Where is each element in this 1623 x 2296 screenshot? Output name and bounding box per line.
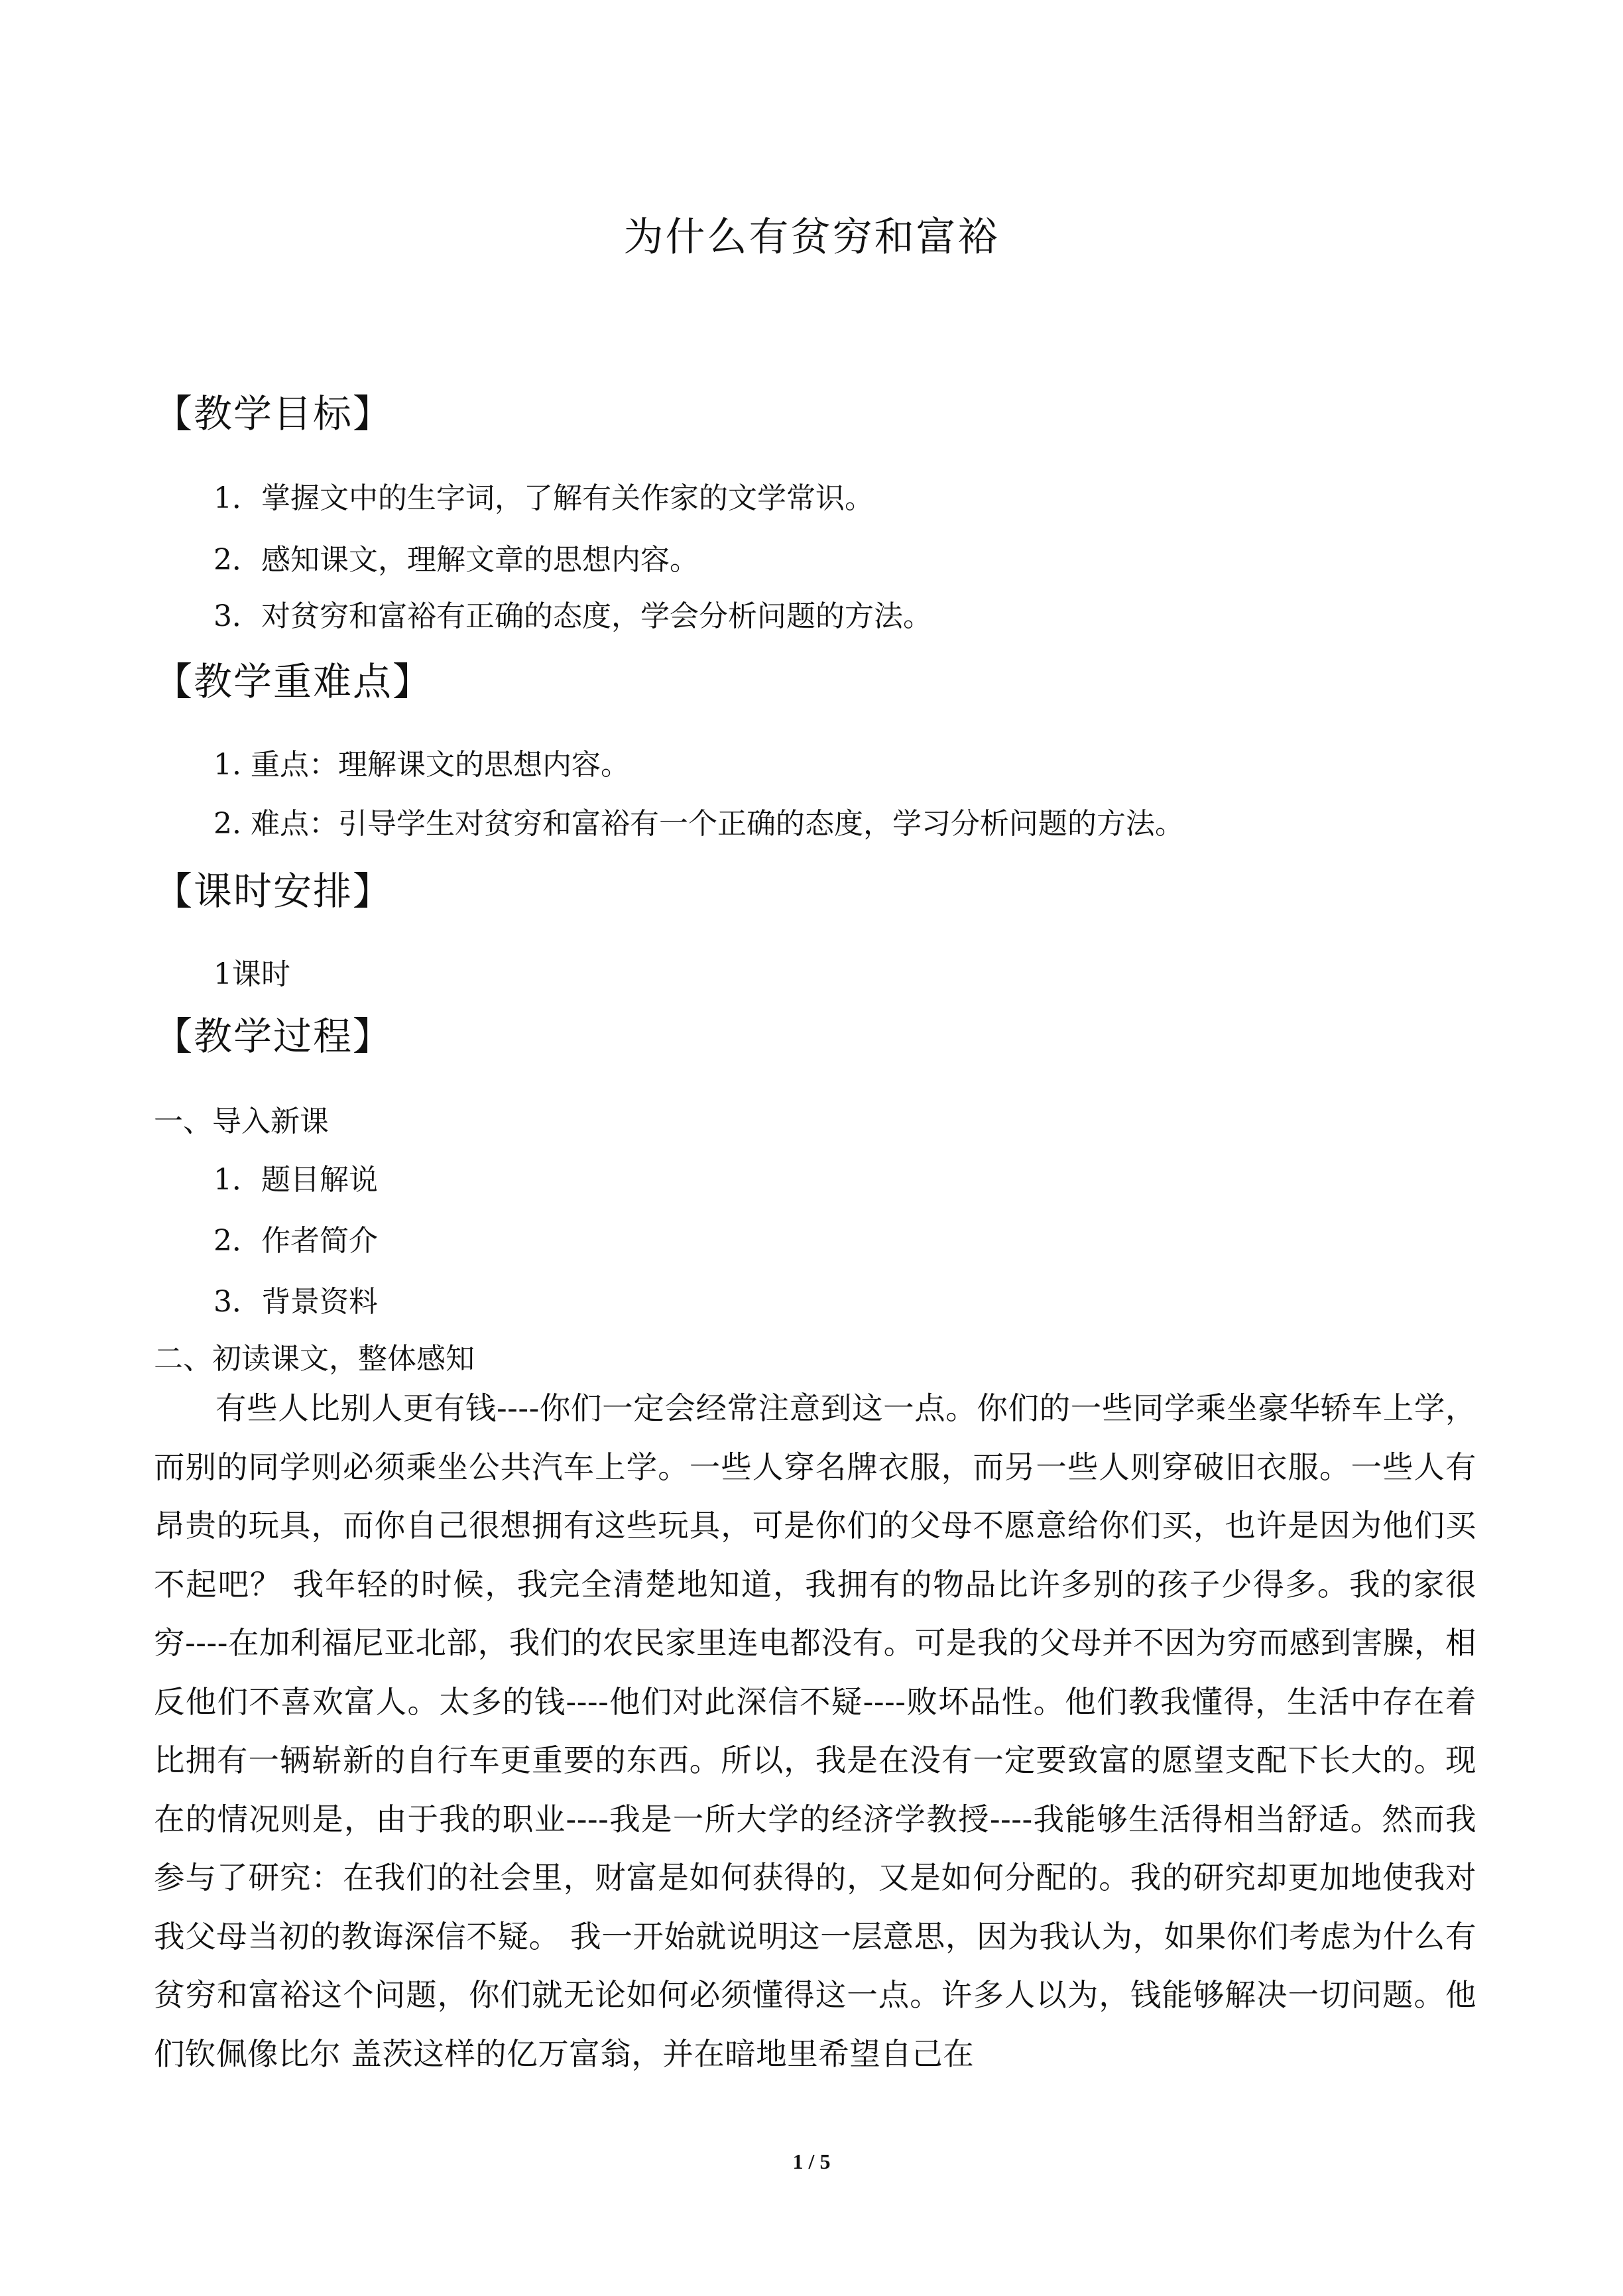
section-heading-key-points: 【教学重难点】	[154, 659, 433, 704]
section-heading-process: 【教学过程】	[154, 1014, 393, 1059]
reading-paragraph: 有些人比别人更有钱----你们一定会经常注意到这一点。你们的一些同学乘坐豪华轿车上学，而别的同学则必须乘坐公共汽车上学。一些人穿名牌衣服，而另一些人则穿破旧衣服。一些人有昂贵的玩具，而你自己很想拥有这些玩具，可是你们的父母不愿意给你们买，也许是因为他们买不起吧？ 我年轻的时候，我完全清楚地知道，我拥有的物品比许多别的孩子少得多。我的家很穷----在加利福尼亚北部，我们的农民家里连电都没有。可是我的父母并不因为穷而感到害臊，相反他们不喜欢富人。太多的钱----他们对此深信不疑----败坏品性。他们教我懂得，生活中存在着比拥有一辆崭新的自行车更重要的东西。所以，我是在没有一定要致富的愿望支配下长大的。现在的情况则是，由于我的职业----我是一所大学的经济学教授----我能够生活得相当舒适。然而我参与了研究：在我们的社会里，财富是如何获得的，又是如何分配的。我的研究却更加地使我对我父母当初的教诲深信不疑。 我一开始就说明这一层意思，因为我认为，如果你们考虑为什么有贫穷和富裕这个问题，你们就无论如何必须懂得这一点。许多人以为，钱能够解决一切问题。他们钦佩像比尔 盖茨这样的亿万富翁，并在暗地里希望自己在	[154, 1390, 1476, 2072]
process-part1-item-3: 3．背景资料	[213, 1285, 378, 1319]
process-part2-title: 二、初读课文，整体感知	[154, 1342, 475, 1376]
section-heading-schedule: 【课时安排】	[154, 869, 393, 914]
page-number: 1 / 5	[792, 2149, 831, 2173]
document-title: 为什么有贫穷和富裕	[623, 214, 1000, 261]
schedule-text: 1课时	[213, 957, 290, 991]
key-point-item-2: 2. 难点：引导学生对贫穷和富裕有一个正确的态度，学习分析问题的方法。	[213, 807, 1184, 841]
objective-item-2: 2．感知课文，理解文章的思想内容。	[213, 543, 699, 577]
section-heading-objectives: 【教学目标】	[154, 391, 393, 436]
objective-item-1: 1．掌握文中的生字词，了解有关作家的文学常识。	[213, 481, 874, 515]
key-point-item-1: 1. 重点：理解课文的思想内容。	[213, 748, 630, 782]
process-part1-item-2: 2．作者简介	[213, 1224, 378, 1258]
process-part1-item-1: 1．题目解说	[213, 1163, 378, 1197]
process-part1-title: 一、导入新课	[154, 1105, 329, 1138]
objective-item-3: 3．对贫穷和富裕有正确的态度，学会分析问题的方法。	[213, 599, 932, 633]
